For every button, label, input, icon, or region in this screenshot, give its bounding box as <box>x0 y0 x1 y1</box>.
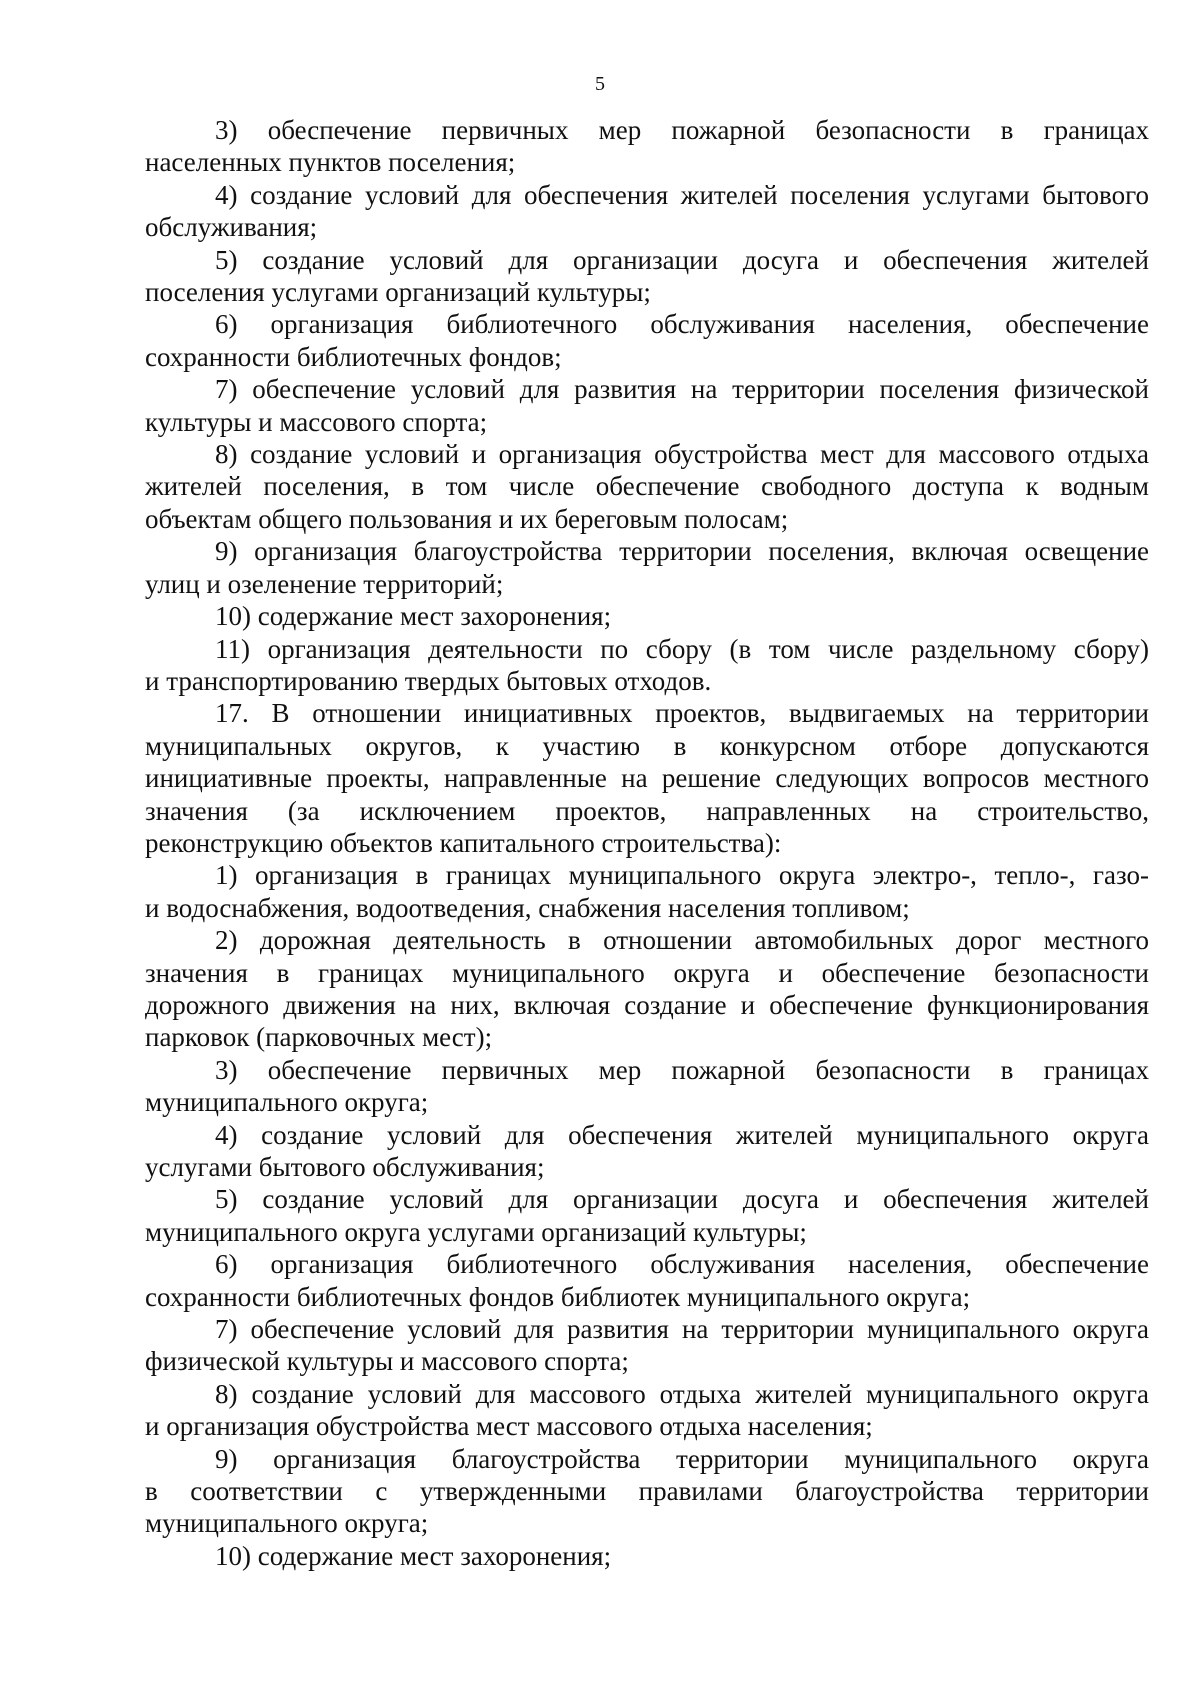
text-line: физической культуры и массового спорта; <box>145 1346 629 1377</box>
text-line: муниципальных округов, к участию в конкурсном отборе допускаются <box>145 730 1149 761</box>
text-line: муниципального округа услугами организаций культуры; <box>145 1216 807 1247</box>
text-line: населенных пунктов поселения; <box>145 147 516 178</box>
text-line: 10) содержание мест захоронения; <box>215 601 612 632</box>
text-line: 7) обеспечение условий для развития на территории муниципального округа <box>215 1314 1149 1345</box>
text-line: 5) создание условий для организации досуга и обеспечения жителей <box>215 244 1149 275</box>
text-line: культуры и массового спорта; <box>145 406 488 437</box>
text-line: 8) создание условий для массового отдыха жителей муниципального округа <box>215 1378 1149 1409</box>
text-line: 6) организация библиотечного обслуживания населения, обеспечение <box>215 309 1149 340</box>
text-line: дорожного движения на них, включая создание и обеспечение функционирования <box>145 989 1149 1020</box>
text-line: 9) организация благоустройства территории муниципального округа <box>215 1443 1149 1474</box>
text-line: муниципального округа; <box>145 1508 429 1539</box>
text-line: 5) создание условий для организации досуга и обеспечения жителей <box>215 1184 1149 1215</box>
document-body <box>145 114 1149 1572</box>
text-line: 8) создание условий и организация обустройства мест для массового отдыха <box>215 439 1149 470</box>
text-line: поселения услугами организаций культуры; <box>145 277 651 308</box>
text-line: 2) дорожная деятельность в отношении автомобильных дорог местного <box>215 925 1149 956</box>
text-line: 7) обеспечение условий для развития на территории поселения физической <box>215 374 1149 405</box>
text-line: значения (за исключением проектов, направленных на строительство, <box>145 795 1149 826</box>
page-number: 5 <box>595 73 605 95</box>
text-line: и организация обустройства мест массового отдыха населения; <box>145 1411 873 1442</box>
text-line: сохранности библиотечных фондов библиотек муниципального округа; <box>145 1281 971 1312</box>
text-line: 4) создание условий для обеспечения жителей поселения услугами бытового <box>215 179 1149 210</box>
text-line: значения в границах муниципального округа и обеспечение безопасности <box>145 957 1149 988</box>
text-line: инициативные проекты, направленные на решение следующих вопросов местного <box>145 763 1149 794</box>
text-line: обслуживания; <box>145 212 318 243</box>
text-line: 6) организация библиотечного обслуживания населения, обеспечение <box>215 1249 1149 1280</box>
text-line: жителей поселения, в том числе обеспечение свободного доступа к водным <box>145 471 1149 502</box>
text-line: 3) обеспечение первичных мер пожарной безопасности в границах <box>215 115 1149 145</box>
text-line: парковок (парковочных мест); <box>145 1022 493 1053</box>
text-line: в соответствии с утвержденными правилами благоустройства территории <box>145 1476 1149 1507</box>
text-line: 4) создание условий для обеспечения жителей муниципального округа <box>215 1119 1149 1150</box>
text-line: 9) организация благоустройства территории поселения, включая освещение <box>215 536 1149 567</box>
text-line: сохранности библиотечных фондов; <box>145 341 562 372</box>
text-line: улиц и озеленение территорий; <box>145 568 504 599</box>
text-line: 3) обеспечение первичных мер пожарной безопасности в границах <box>215 1054 1149 1085</box>
text-line: и водоснабжения, водоотведения, снабжения населения топливом; <box>145 892 910 923</box>
text-line: реконструкцию объектов капитального строительства): <box>145 827 782 858</box>
text-line: 17. В отношении инициативных проектов, выдвигаемых на территории <box>215 698 1149 729</box>
text-line: 1) организация в границах муниципального округа электро-, тепло-, газо- <box>215 860 1149 891</box>
text-line: услугами бытового обслуживания; <box>145 1152 545 1182</box>
text-line: 11) организация деятельности по сбору (в том числе раздельному сбору) <box>215 633 1149 664</box>
text-line: 10) содержание мест захоронения; <box>215 1540 612 1571</box>
text-line: и транспортированию твердых бытовых отходов. <box>145 665 712 696</box>
text-line: муниципального округа; <box>145 1087 429 1118</box>
text-line: объектам общего пользования и их береговым полосам; <box>145 503 789 534</box>
